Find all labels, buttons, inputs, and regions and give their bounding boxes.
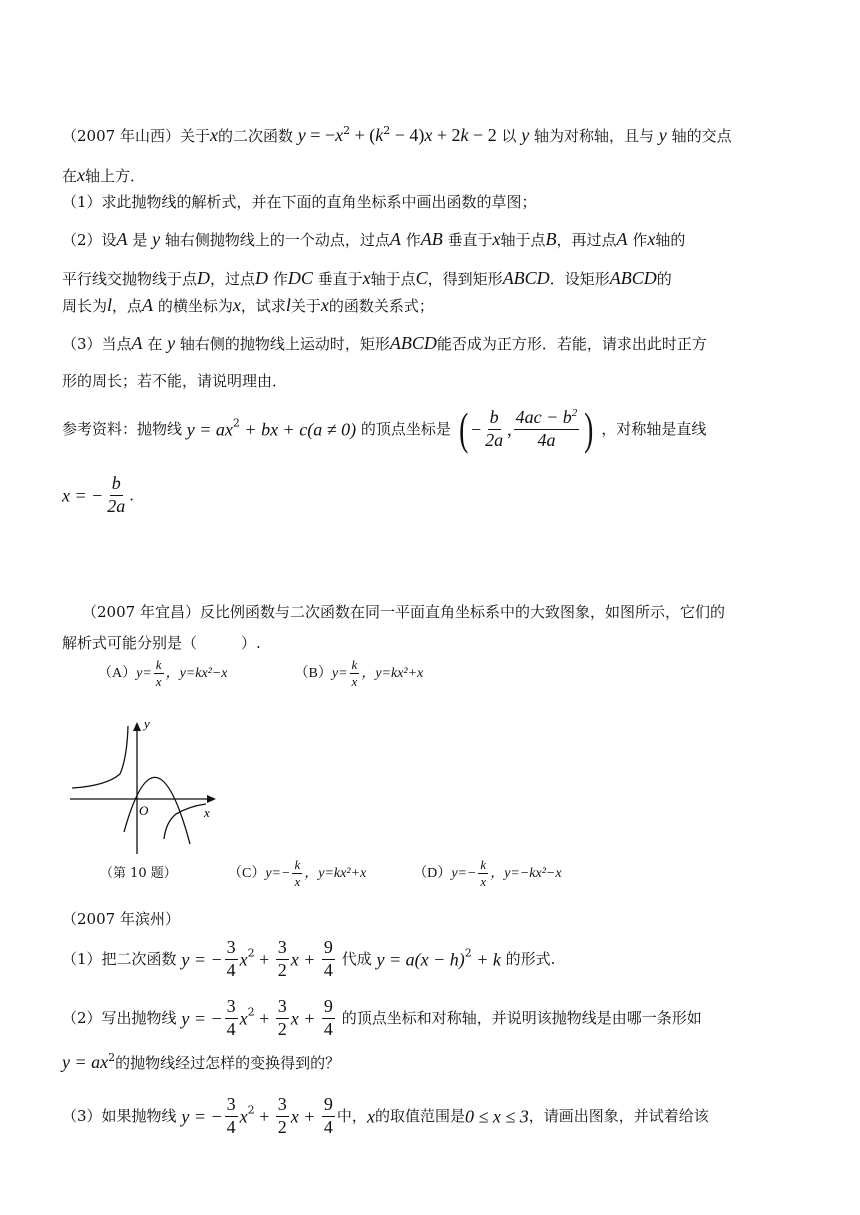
text: ，过点: [210, 270, 256, 288]
math-var: x: [366, 1106, 375, 1127]
text: 在: [147, 335, 163, 353]
numerator: 3: [276, 997, 289, 1019]
text: 在: [62, 167, 78, 185]
math-var: A: [142, 295, 154, 315]
fraction: [225, 1095, 238, 1138]
denominator: x: [351, 674, 358, 690]
p1-reference-line1: 参考资料：抛物线 $y = ax^2$ + bx + c(a ≠ 0) 的顶点坐标是 ( − $\frac{b}{2a}$ , $\frac{4ac - b^2}{4a}$ ) ，对称轴是直线: [62, 403, 707, 455]
superscript: 2: [343, 124, 351, 137]
text: 能否成为正方形．若能，请求出此时正方: [436, 335, 707, 353]
superscript: 2: [247, 946, 255, 960]
math-var: l: [107, 295, 113, 315]
fraction: [514, 408, 580, 451]
text: ，请画出图象，并试着给该: [528, 1106, 709, 1125]
p1-q2-line2: [62, 268, 810, 290]
denominator: 4: [226, 1018, 236, 1039]
denominator: 2: [277, 1116, 287, 1137]
denominator: x: [480, 874, 487, 890]
math-op: − 4): [390, 125, 425, 145]
text: 的抛物线经过怎样的变换得到的？: [115, 1054, 341, 1072]
math-var: x: [492, 229, 501, 249]
text: 的顶点坐标是: [360, 419, 451, 438]
text: 关于: [290, 297, 321, 315]
math-var: x: [77, 165, 86, 185]
p1-reference-line2: [62, 474, 810, 517]
math-var: ABCD: [609, 268, 657, 288]
text: 轴右侧抛物线上的一个动点，过点: [164, 231, 390, 249]
text: （1）把二次函数: [62, 949, 177, 968]
math-var: x: [239, 949, 248, 970]
fraction: [276, 997, 289, 1040]
p1-q3-line2: 形的周长；若不能，请说明理由．: [62, 372, 288, 390]
p3-source: （2007 年滨州）: [62, 910, 180, 928]
option-label: （C）: [228, 865, 266, 881]
text: 中，: [336, 1106, 367, 1125]
text: ，点: [112, 297, 143, 315]
math-var: x: [647, 229, 656, 249]
fraction: [276, 1095, 289, 1138]
option-label: （B）: [294, 665, 332, 681]
numerator: k: [292, 858, 302, 874]
math-expr: x = −: [62, 485, 104, 506]
text: 以: [496, 127, 522, 145]
p1-line2: [62, 165, 810, 187]
fraction: [322, 1095, 335, 1138]
comma: ,: [507, 419, 512, 440]
math-var: x: [239, 1106, 248, 1127]
math-expr: y = −: [181, 949, 223, 970]
p3-q2-line2: [62, 1052, 810, 1074]
text: 解析式可能分别是（: [62, 634, 198, 652]
numerator: 9: [322, 938, 335, 960]
text: 的取值范围是: [374, 1106, 465, 1125]
x-axis-label: x: [204, 805, 210, 820]
denominator: 2: [277, 959, 287, 980]
y-axis-label: y: [144, 716, 150, 731]
superscript: 2: [232, 416, 240, 430]
origin-label: O: [139, 803, 149, 818]
math-var: x: [320, 295, 329, 315]
p1-q1: （1）求此抛物线的解析式，并在下面的直角坐标系中画出函数的草图；: [62, 193, 537, 211]
text: 轴上方．: [85, 167, 146, 185]
numerator: 3: [276, 938, 289, 960]
text: 作: [632, 231, 648, 249]
p1-q2-line1: [62, 229, 810, 251]
text: 的形式.: [500, 949, 556, 968]
text: 平行线交抛物线于点: [62, 270, 198, 288]
numerator: b: [488, 408, 501, 430]
p1-q2-line3: [62, 295, 810, 317]
math-expr: x +: [290, 949, 320, 970]
math-var: x: [335, 125, 344, 145]
math-var: B: [545, 229, 557, 249]
text: ．: [129, 485, 145, 504]
superscript: 2: [571, 407, 578, 419]
math-var: A: [116, 229, 128, 249]
denominator: 4: [226, 1116, 236, 1137]
math-var: AB: [420, 229, 443, 249]
text: 的横坐标为: [157, 297, 233, 315]
math-var: y: [521, 125, 530, 145]
denominator: 4: [323, 959, 333, 980]
denominator: x: [155, 674, 162, 690]
math-var: x: [424, 125, 433, 145]
text: （2）写出抛物线: [62, 1008, 177, 1027]
text: 参考资料：抛物线: [62, 419, 183, 438]
text: （2）设: [62, 231, 117, 249]
p1-line1: [62, 125, 810, 147]
math-expr: y=−: [265, 865, 291, 881]
denominator: 4a: [537, 429, 556, 450]
math-expr: x +: [290, 1008, 320, 1029]
y-axis-arrow: [133, 722, 141, 731]
text: 作: [405, 231, 421, 249]
text: 垂直于: [447, 231, 493, 249]
text: 周长为: [62, 297, 108, 315]
x-axis-arrow: [207, 795, 216, 803]
math-expr: y = ax: [62, 1052, 109, 1072]
source-label: （2007 年山西）: [62, 127, 180, 145]
math-expr: x +: [290, 1106, 320, 1127]
math-op: + 2: [432, 125, 461, 145]
math-var: A: [131, 333, 143, 353]
text: ，试求: [240, 297, 286, 315]
denominator: 4: [323, 1018, 333, 1039]
math-var: k: [460, 125, 469, 145]
math-var: y: [167, 333, 176, 353]
text: ，再过点: [556, 231, 617, 249]
math-expr: y = ax: [186, 419, 233, 440]
numerator-text: 4ac − b: [515, 407, 572, 427]
hyperbola-right-branch: [164, 804, 206, 839]
text: 的二次函数: [217, 127, 293, 145]
fraction: [478, 858, 488, 890]
function-graph: [66, 712, 226, 857]
fraction: [154, 658, 164, 690]
math-var: k: [375, 125, 384, 145]
option-c-d-row: [228, 858, 810, 890]
math-expr: y=: [136, 665, 152, 681]
numerator: 9: [322, 997, 335, 1019]
text: 的顶点坐标和对称轴，并说明该抛物线是由哪一条形如: [341, 1008, 702, 1027]
math-expr: + bx + c(a ≠ 0): [239, 419, 357, 440]
denominator: 4: [226, 959, 236, 980]
text: 关于: [179, 127, 210, 145]
p3-q3: [62, 1095, 810, 1138]
math-var: y: [152, 229, 161, 249]
math-op: − 2: [468, 125, 497, 145]
text: 垂直于: [317, 270, 363, 288]
math-expr: y = −: [181, 1106, 223, 1127]
math-expr: y=: [331, 665, 348, 681]
numerator: 3: [225, 938, 238, 960]
numerator: 3: [276, 1095, 289, 1117]
p3-q2-line1: [62, 997, 810, 1040]
denominator: 2a: [107, 495, 126, 516]
text: ．设矩形: [549, 270, 610, 288]
math-var: y: [297, 125, 306, 145]
math-var: A: [616, 229, 628, 249]
fraction: [292, 858, 302, 890]
fraction: [322, 997, 335, 1040]
p1-q3-line1: [62, 333, 810, 355]
math-var: C: [415, 268, 428, 288]
parabola: [124, 777, 190, 844]
text: 代成: [341, 949, 372, 968]
figure-caption: （第 10 题）: [100, 866, 177, 881]
text: 是: [132, 231, 148, 249]
superscript: 2: [247, 1005, 255, 1019]
math-expr: ，y=kx²+x: [304, 865, 367, 881]
text: 轴于点: [500, 231, 546, 249]
denominator: x: [294, 874, 301, 890]
text: 的函数关系式；: [328, 297, 434, 315]
source-label: （2007 年宜昌）: [82, 603, 200, 621]
text: 轴于点: [370, 270, 416, 288]
math-var: x: [362, 268, 371, 288]
superscript: 2: [247, 1103, 255, 1117]
math-var: ABCD: [502, 268, 550, 288]
superscript: 2: [383, 124, 391, 137]
math-expr: + k: [471, 949, 501, 970]
text: 反比例函数与二次函数在同一平面直角坐标系中的大致图象，如图所示，它们的: [199, 603, 725, 621]
math-op: = −: [305, 125, 336, 145]
text: 作: [272, 270, 288, 288]
text: 的: [656, 270, 672, 288]
math-expr: ，y=kx²−x: [165, 665, 228, 681]
text: 轴的: [655, 231, 686, 249]
math-var: DC: [287, 268, 313, 288]
numerator: k: [350, 658, 360, 674]
text: 轴的交点: [666, 127, 732, 145]
math-var: D: [255, 268, 269, 288]
fraction: [105, 474, 127, 517]
denominator: 2: [277, 1018, 287, 1039]
fraction: [225, 997, 238, 1040]
math-expr: y = −: [181, 1008, 223, 1029]
math-expr: 0 ≤ x ≤ 3: [464, 1106, 529, 1127]
fraction: [483, 408, 505, 451]
fraction: [225, 938, 238, 981]
fraction: [276, 938, 289, 981]
numerator: k: [478, 858, 488, 874]
math-op: + (: [350, 125, 376, 145]
denominator: 4: [323, 1116, 333, 1137]
math-var: A: [389, 229, 401, 249]
numerator: 3: [225, 997, 238, 1019]
math-op: +: [254, 949, 274, 970]
text: 轴右侧的抛物线上运动时，矩形: [179, 335, 390, 353]
math-var: x: [209, 125, 218, 145]
fraction: [322, 938, 335, 981]
text: 轴为对称轴，且与: [529, 127, 659, 145]
numerator: b: [110, 474, 123, 496]
option-label: （D）: [413, 865, 452, 881]
math-var: l: [285, 295, 291, 315]
text: ，得到矩形: [427, 270, 503, 288]
text: （3）当点: [62, 335, 132, 353]
math-var: D: [197, 268, 211, 288]
p2-line1: [82, 603, 810, 621]
text: ，对称轴是直线: [601, 419, 707, 438]
option-a-b-row: [98, 658, 810, 690]
text: ）.: [241, 634, 261, 652]
fraction: [350, 658, 360, 690]
math-op: +: [254, 1008, 274, 1029]
numerator: 9: [322, 1095, 335, 1117]
hyperbola-left-branch: [72, 726, 128, 788]
numerator: k: [154, 658, 164, 674]
p2-line2: [62, 634, 810, 652]
math-expr: ，y=−kx²−x: [490, 865, 562, 881]
math-var: x: [232, 295, 241, 315]
minus-sign: −: [470, 419, 482, 440]
math-expr: ，y=kx²+x: [361, 665, 424, 681]
text: （3）如果抛物线: [62, 1106, 177, 1125]
superscript: 2: [108, 1051, 116, 1064]
numerator: 3: [225, 1095, 238, 1117]
option-label: （A）: [98, 665, 137, 681]
math-expr: y=−: [451, 865, 477, 881]
math-expr: y = a(x − h): [376, 949, 465, 970]
math-var: x: [239, 1008, 248, 1029]
math-var: y: [658, 125, 667, 145]
denominator: 2a: [485, 429, 504, 450]
math-op: +: [254, 1106, 274, 1127]
p3-q1: [62, 938, 810, 981]
numerator: [514, 408, 580, 430]
superscript: 2: [464, 946, 472, 960]
math-var: ABCD: [389, 333, 437, 353]
